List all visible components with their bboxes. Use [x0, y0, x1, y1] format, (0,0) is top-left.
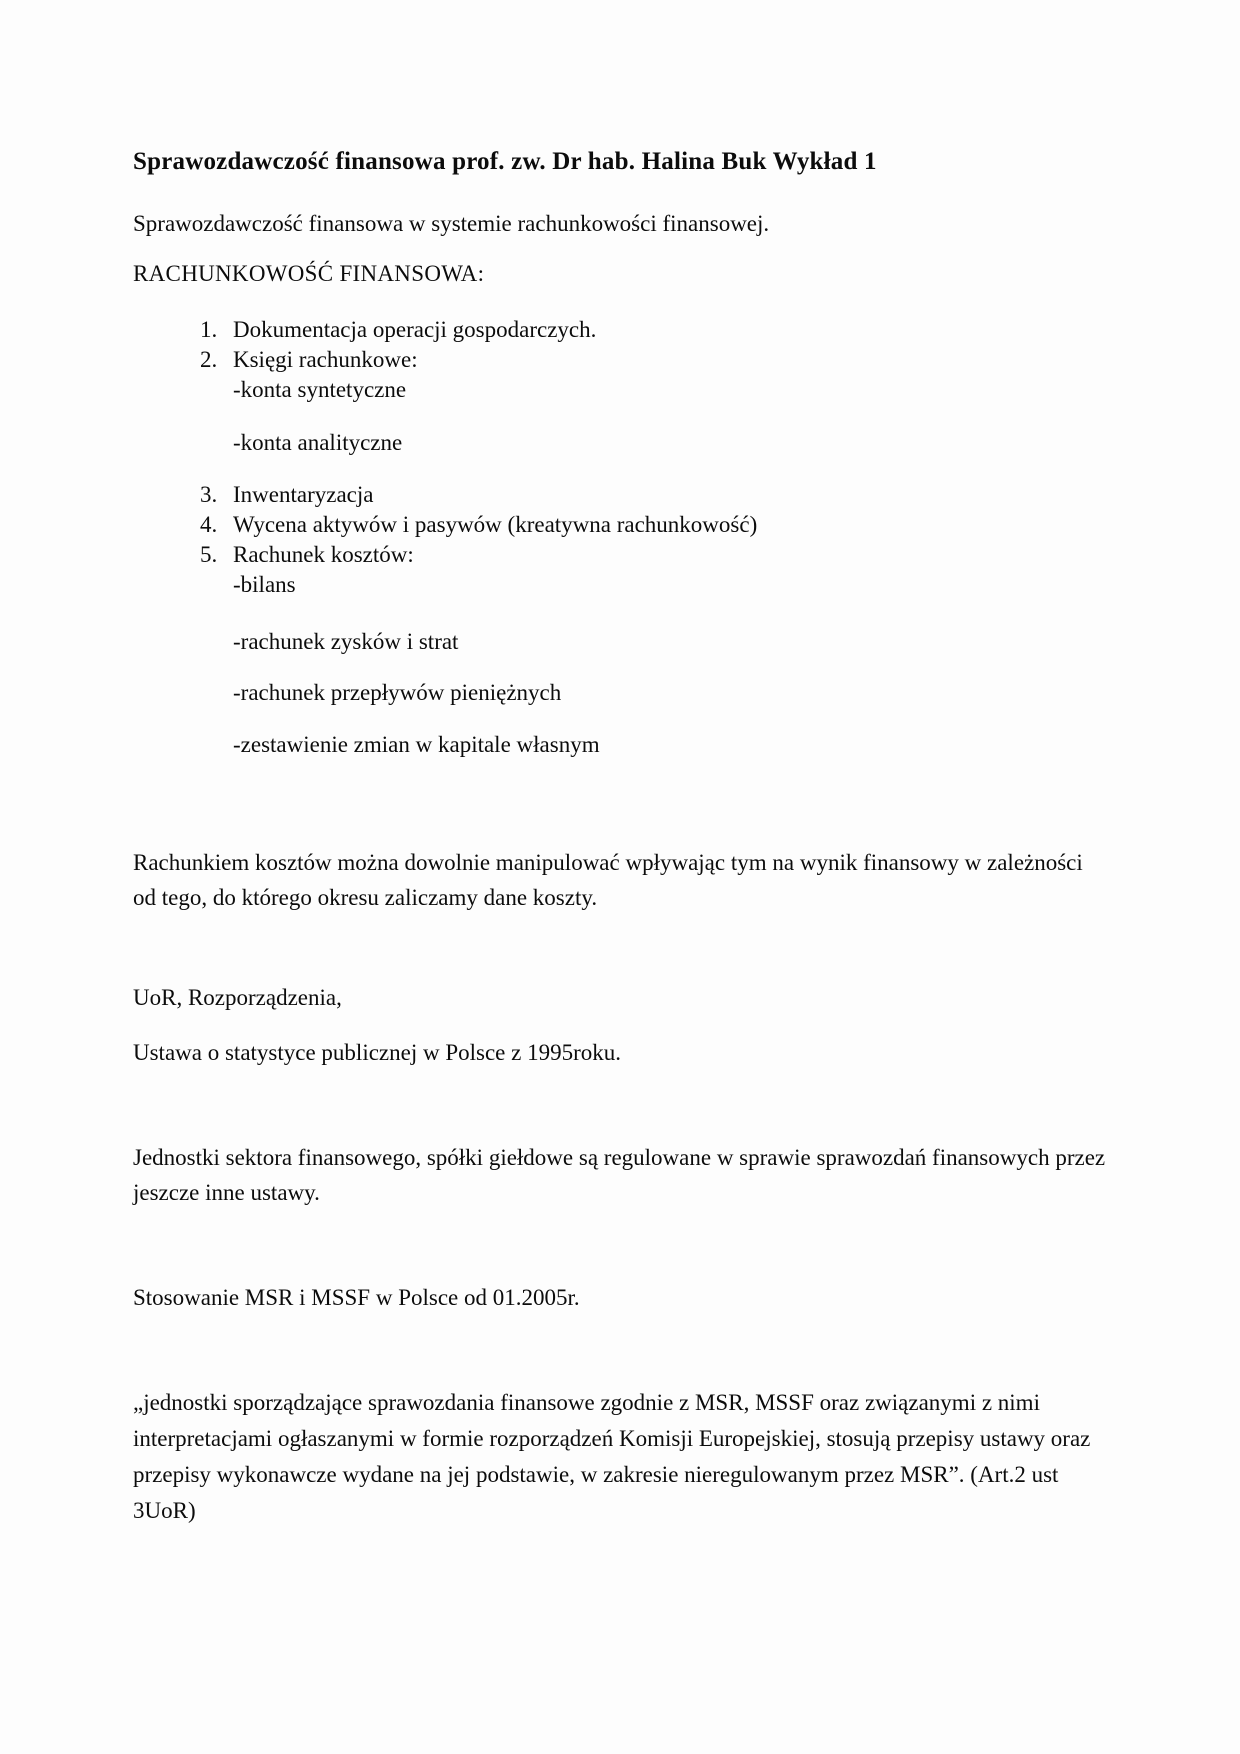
list-item-number: 4.	[200, 512, 218, 537]
paragraph-financial-entities: Jednostki sektora finansowego, spółki giełdowe są regulowane w sprawie sprawozdań finansowych przez jeszcze inne ustawy.	[133, 1145, 1106, 1205]
paragraph-statistics-act: Ustawa o statystyce publicznej w Polsce z 1995roku.	[133, 1040, 621, 1065]
list-subitem: -konta analityczne	[233, 430, 403, 455]
list-item	[200, 345, 1110, 375]
list-subitem: -bilans	[233, 572, 296, 597]
paragraph-uor-regulations: UoR, Rozporządzenia,	[133, 985, 342, 1010]
paragraph-costs: Rachunkiem kosztów można dowolnie manipulować wpływając tym na wynik finansowy w zależności od tego, do którego okresu zaliczamy dane koszty.	[133, 850, 1083, 910]
list-item	[200, 480, 1110, 510]
list-item	[200, 315, 1110, 345]
list-item-text: Dokumentacja operacji gospodarczych.	[233, 317, 597, 342]
list-item-text: Wycena aktywów i pasywów (kreatywna rachunkowość)	[233, 512, 758, 537]
list-subitem: -zestawienie zmian w kapitale własnym	[233, 732, 600, 757]
numbered-list	[200, 315, 1110, 760]
list-subitem: -konta syntetyczne	[233, 377, 407, 402]
list-item-text: Księgi rachunkowe:	[233, 347, 418, 372]
list-item	[200, 540, 1110, 570]
section-heading: RACHUNKOWOŚĆ FINANSOWA:	[133, 261, 485, 286]
list-item-number: 1.	[200, 317, 218, 342]
paragraph-legal-quote: „jednostki sporządzające sprawozdania finansowe zgodnie z MSR, MSSF oraz związanymi z nimi interpretacjami ogłaszanymi w formie rozporządzeń Komisji Europejskiej, stosują przepisy ustawy oraz przepisy wykonawcze wydane na jej podstawie, w zakresie nieregulowanym przez MSR”. (Art.2 ust 3UoR)	[133, 1390, 1091, 1523]
document-title: Sprawozdawczość finansowa prof. zw. Dr hab. Halina Buk Wykład 1	[133, 148, 877, 175]
list-item-number: 5.	[200, 542, 218, 567]
paragraph-msr-adoption: Stosowanie MSR i MSSF w Polsce od 01.2005r.	[133, 1285, 580, 1310]
list-item-text: Inwentaryzacja	[233, 482, 374, 507]
list-subitem: -rachunek zysków i strat	[233, 629, 459, 654]
list-subitem: -rachunek przepływów pieniężnych	[233, 680, 562, 705]
list-item	[200, 510, 1110, 540]
list-item-number: 3.	[200, 482, 218, 507]
list-item-number: 2.	[200, 347, 218, 372]
intro-line: Sprawozdawczość finansowa w systemie rachunkowości finansowej.	[133, 211, 770, 236]
list-item-text: Rachunek kosztów:	[233, 542, 414, 567]
